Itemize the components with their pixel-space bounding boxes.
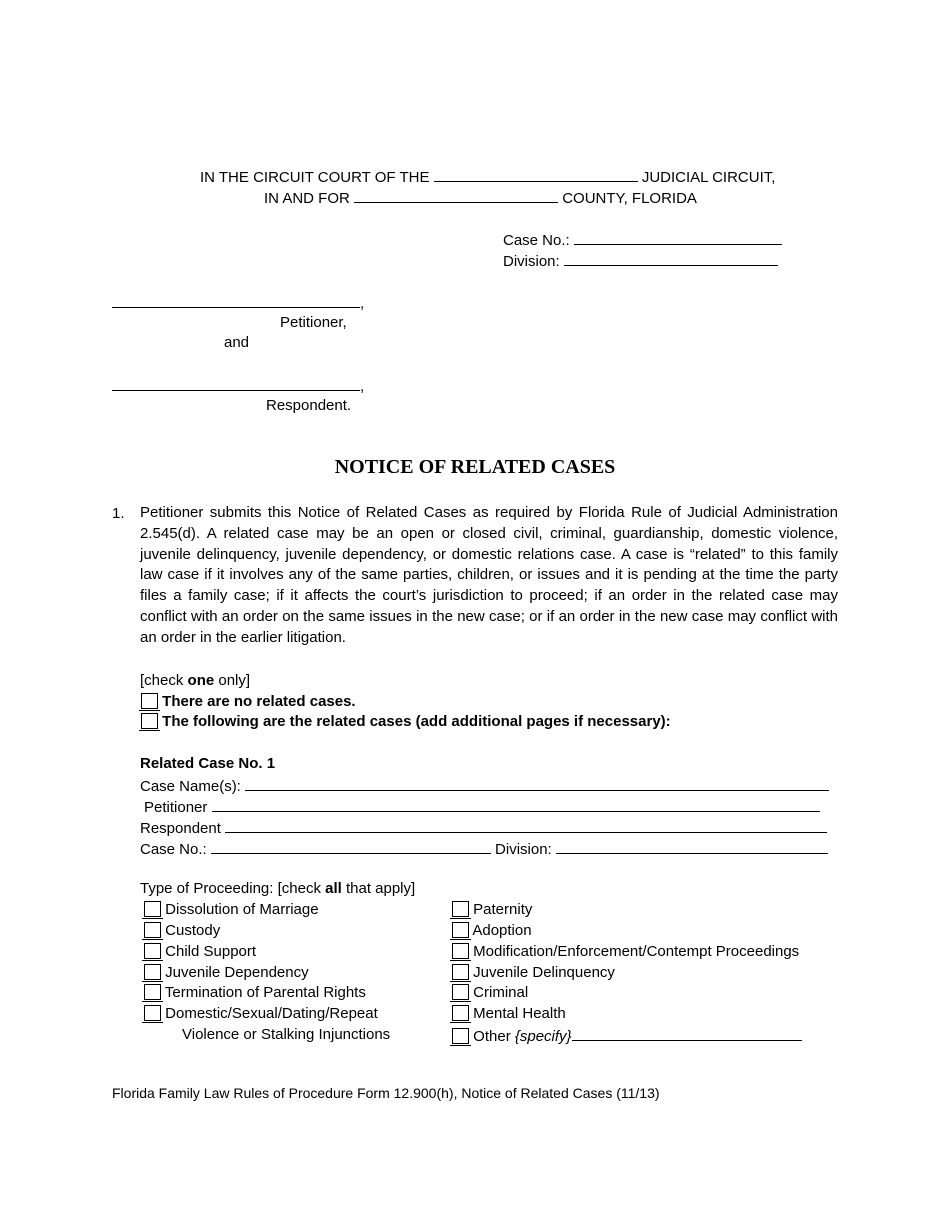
criminal-checkbox[interactable] <box>452 984 469 1000</box>
case-no-row: Case No.: <box>503 230 782 249</box>
related-division-blank[interactable] <box>556 839 828 854</box>
dissolution-checkbox[interactable] <box>144 901 161 917</box>
petitioner-name-blank[interactable] <box>112 293 360 308</box>
circuit-blank[interactable] <box>434 167 638 182</box>
proc-mental-health: Mental Health <box>452 1005 566 1022</box>
section-number: 1. <box>112 505 125 522</box>
domestic-violence-checkbox[interactable] <box>144 1005 161 1021</box>
related-respondent-row: Respondent <box>140 818 827 837</box>
proc-criminal: Criminal <box>452 984 528 1001</box>
custody-checkbox[interactable] <box>144 922 161 938</box>
proc-paternity: Paternity <box>452 901 532 918</box>
proc-dissolution: Dissolution of Marriage <box>144 901 319 918</box>
petitioner-label: Petitioner, <box>280 314 347 331</box>
related-case-no-row: Case No.: Division: <box>140 839 828 858</box>
other-checkbox[interactable] <box>452 1028 469 1044</box>
case-names-row: Case Name(s): <box>140 776 829 795</box>
proceeding-instruction: Type of Proceeding: [check all that apply] <box>140 880 416 897</box>
juvenile-delinquency-checkbox[interactable] <box>452 964 469 980</box>
and-label: and <box>224 334 250 351</box>
court-header-line2: IN AND FOR COUNTY, FLORIDA <box>264 190 697 207</box>
court-header-line1: IN THE CIRCUIT COURT OF THE JUDICIAL CIRCUIT, <box>200 169 776 186</box>
related-case-heading: Related Case No. 1 <box>140 755 276 772</box>
county-blank[interactable] <box>354 188 558 203</box>
proc-other: Other {specify} <box>452 1026 802 1045</box>
respondent-name-blank[interactable] <box>112 376 360 391</box>
proc-juvenile-delinquency: Juvenile Delinquency <box>452 964 615 981</box>
option-no-related: There are no related cases. <box>141 693 356 710</box>
proc-modification: Modification/Enforcement/Contempt Proceedings <box>452 943 799 960</box>
related-petitioner-row: Petitioner <box>144 797 820 816</box>
proc-domestic: Domestic/Sexual/Dating/Repeat <box>144 1005 378 1022</box>
division-row: Division: <box>503 251 778 270</box>
paternity-checkbox[interactable] <box>452 901 469 917</box>
page-title: NOTICE OF RELATED CASES <box>334 456 616 478</box>
check-one-instruction: [check one only] <box>140 672 251 689</box>
no-related-checkbox[interactable] <box>141 693 158 709</box>
proc-custody: Custody <box>144 922 220 939</box>
proc-termination: Termination of Parental Rights <box>144 984 366 1001</box>
mental-health-checkbox[interactable] <box>452 1005 469 1021</box>
other-specify-blank[interactable] <box>572 1026 802 1041</box>
proc-domestic-continuation: Violence or Stalking Injunctions <box>182 1026 391 1043</box>
adoption-checkbox[interactable] <box>452 922 469 938</box>
respondent-name-row: , <box>112 376 364 395</box>
form-footer: Florida Family Law Rules of Procedure Form 12.900(h), Notice of Related Cases (11/13) <box>112 1085 660 1101</box>
division-blank[interactable] <box>564 251 778 266</box>
proc-child-support: Child Support <box>144 943 256 960</box>
related-case-no-blank[interactable] <box>211 839 491 854</box>
proc-adoption: Adoption <box>452 922 532 939</box>
option-following-related: The following are the related cases (add additional pages if necessary): <box>141 713 671 730</box>
proc-juvenile-dependency: Juvenile Dependency <box>144 964 309 981</box>
termination-checkbox[interactable] <box>144 984 161 1000</box>
case-no-blank[interactable] <box>574 230 782 245</box>
respondent-label: Respondent. <box>266 397 352 414</box>
modification-checkbox[interactable] <box>452 943 469 959</box>
related-respondent-blank[interactable] <box>225 818 827 833</box>
petitioner-name-row: , <box>112 293 364 312</box>
section1-paragraph: Petitioner submits this Notice of Related Cases as required by Florida Rule of Judicial Administration 2.545(d). A related case may be an open or closed civil, criminal, guardianship, domestic violence, juvenile delinquency, juvenile dependency, or domestic relations case. A case is “related” to this family law case if it involves any of the same parties, children, or issues and it is pending at the time the party files a family case; if it affects the court’s jurisdiction to proceed; if an order in the related case may conflict with an order on the same issues in the new case; or if an order in the new case may conflict with an order in the earlier litigation. <box>140 504 838 646</box>
child-support-checkbox[interactable] <box>144 943 161 959</box>
case-names-blank[interactable] <box>245 776 829 791</box>
juvenile-dependency-checkbox[interactable] <box>144 964 161 980</box>
related-petitioner-blank[interactable] <box>212 797 820 812</box>
following-related-checkbox[interactable] <box>141 713 158 729</box>
